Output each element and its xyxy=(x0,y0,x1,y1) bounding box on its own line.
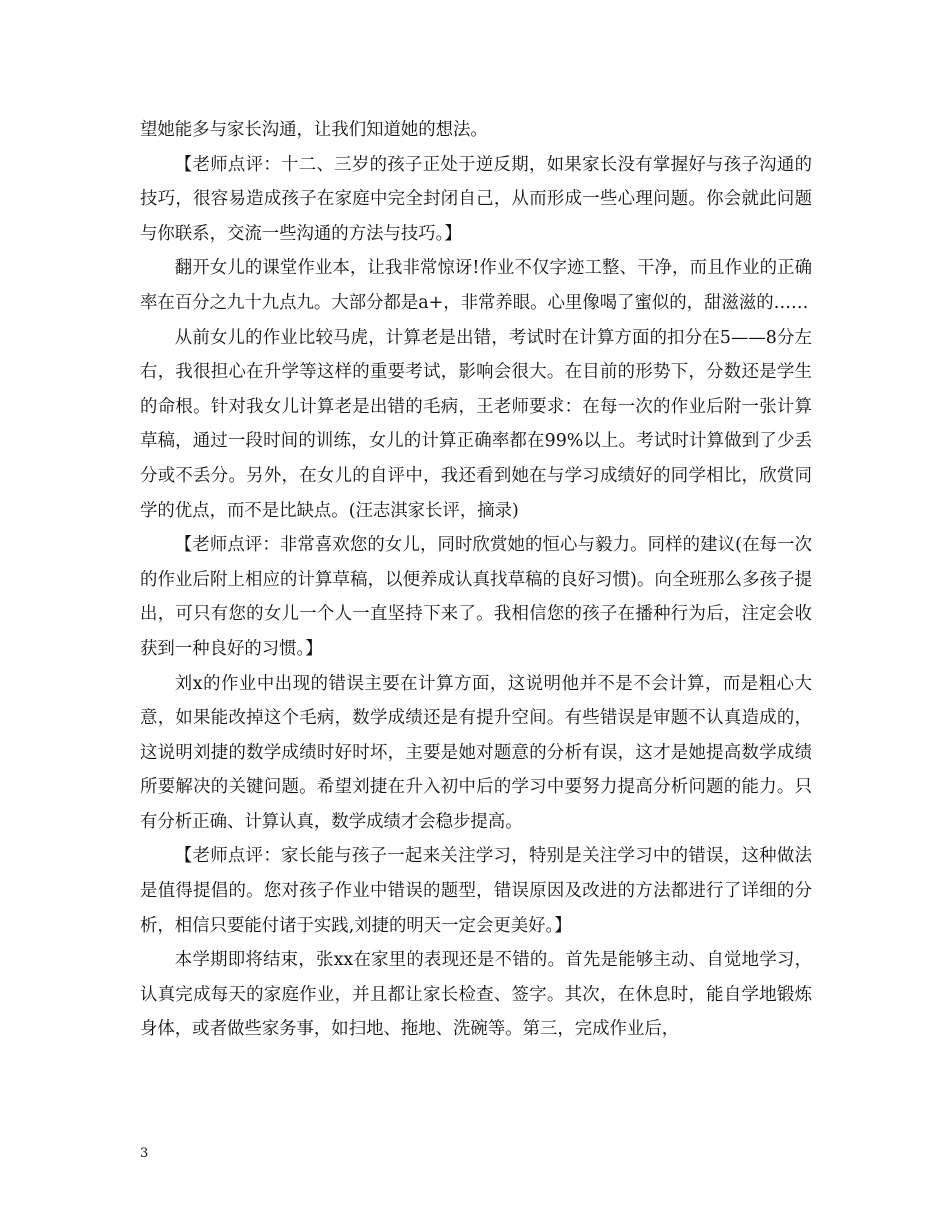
paragraph-8: 本学期即将结束，张xx在家里的表现还是不错的。首先是能够主动、自觉地学习，认真完成每天的家庭作业，并且都让家长检查、签字。其次，在休息时，能自学地锻炼身体，或者做些家务事，如扫地、拖地、洗碗等。第三，完成作业后， xyxy=(140,950,812,1040)
paragraph-6: 刘x的作业中出现的错误主要在计算方面，这说明他并不是不会计算，而是粗心大意，如果能改掉这个毛病，数学成绩还是有提升空间。有些错误是审题不认真造成的，这说明刘捷的数学成绩时好时坏，主要是她对题意的分析有误，这才是她提高数学成绩所要解决的关键问题。希望刘捷在升入初中后的学习中要努力提高分析问题的能力。只有分析正确、计算认真，数学成绩才会稳步提高。 xyxy=(140,673,812,832)
page-number: 3 xyxy=(140,1146,149,1161)
paragraph-5: 【老师点评：非常喜欢您的女儿，同时欣赏她的恒心与毅力。同样的建议(在每一次的作业后附上相应的计算草稿，以便养成认真找草稿的良好习惯)。向全班那么多孩子提出，可只有您的女儿一个人一直坚持下来了。我相信您的孩子在播种行为后，注定会收获到一种良好的习惯。】 xyxy=(140,535,812,659)
paragraph-7: 【老师点评：家长能与孩子一起来关注学习，特别是关注学习中的错误，这种做法是值得提倡的。您对孩子作业中错误的题型，错误原因及改进的方法都进行了详细的分析，相信只要能付诸于实践,刘捷的明天一定会更美好。】 xyxy=(140,846,812,936)
paragraph-1: 望她能多与家长沟通，让我们知道她的想法。 xyxy=(140,120,488,140)
paragraph-2: 【老师点评：十二、三岁的孩子正处于逆反期，如果家长没有掌握好与孩子沟通的技巧，很容易造成孩子在家庭中完全封闭自己，从而形成一些心理问题。你会就此问题与你联系，交流一些沟通的方法与技巧。】 xyxy=(140,154,812,244)
paragraph-4: 从前女儿的作业比较马虎，计算老是出错，考试时在计算方面的扣分在5——8分左右，我很担心在升学等这样的重要考试，影响会很大。在目前的形势下，分数还是学生的命根。针对我女儿计算老是出错的毛病，王老师要求：在每一次的作业后附一张计算草稿，通过一段时间的训练，女儿的计算正确率都在99%以上。考试时计算做到了少丢分或不丢分。另外，在女儿的自评中，我还看到她在与学习成绩好的同学相比，欣赏同学的优点，而不是比缺点。(汪志淇家长评，摘录) xyxy=(140,327,812,521)
document-body xyxy=(140,113,812,1047)
paragraph-3: 翻开女儿的课堂作业本，让我非常惊讶!作业不仅字迹工整、干净，而且作业的正确率在百分之九十九点九。大部分都是a+，非常养眼。心里像喝了蜜似的，甜滋滋的…… xyxy=(140,258,812,313)
